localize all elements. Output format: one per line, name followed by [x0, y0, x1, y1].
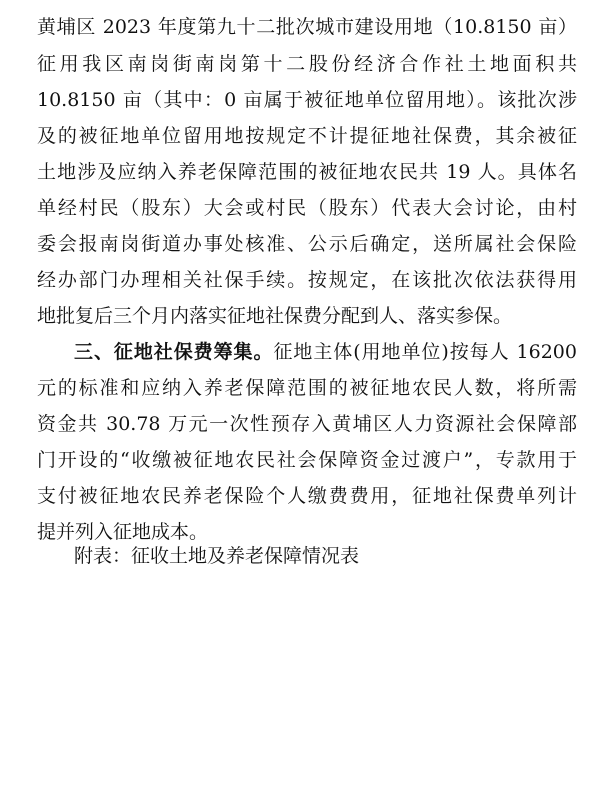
paragraph-1-line-3: 10.8150 亩（其中：0 亩属于被征地单位留用地）。该批次涉 — [37, 89, 577, 111]
section-3-heading: 三、征地社保费筹集。 — [74, 341, 274, 363]
paragraph-1-line-9: 地批复后三个月内落实征地社保费分配到人、落实参保。 — [37, 305, 513, 327]
paragraph-1-line-8: 经办部门办理相关社保手续。按规定，在该批次依法获得用 — [37, 269, 577, 291]
paragraph-1-line-5: 土地涉及应纳入养老保障范围的被征地农民共 19 人。具体名 — [37, 161, 577, 183]
paragraph-1-line-1: 黄埔区 2023 年度第九十二批次城市建设用地（10.8150 亩） — [37, 16, 577, 38]
section-3-line-2: 元的标准和应纳入养老保障范围的被征地农民人数，将所需 — [37, 377, 577, 399]
paragraph-1-line-2: 征用我区南岗街南岗第十二股份经济合作社土地面积共 — [37, 53, 577, 75]
section-3-first-line — [74, 337, 577, 367]
section-3-first-line-text: 征地主体(用地单位)按每人 16200 — [273, 341, 577, 363]
section-3-line-6: 提并列入征地成本。 — [37, 521, 209, 543]
section-3-line-4: 门开设的“收缴被征地农民社会保障资金过渡户”，专款用于 — [37, 449, 577, 471]
paragraph-1-line-7: 委会报南岗街道办事处核准、公示后确定，送所属社会保险 — [37, 233, 577, 255]
section-3-line-5: 支付被征地农民养老保险个人缴费费用，征地社保费单列计 — [37, 485, 577, 507]
paragraph-1-line-6: 单经村民（股东）大会或村民（股东）代表大会讨论，由村 — [37, 197, 577, 219]
paragraph-1-line-4: 及的被征地单位留用地按规定不计提征地社保费，其余被征 — [37, 125, 577, 147]
section-3-line-3: 资金共 30.78 万元一次性预存入黄埔区人力资源社会保障部 — [37, 413, 577, 435]
attachment-label: 附表：征收土地及养老保障情况表 — [74, 545, 360, 567]
